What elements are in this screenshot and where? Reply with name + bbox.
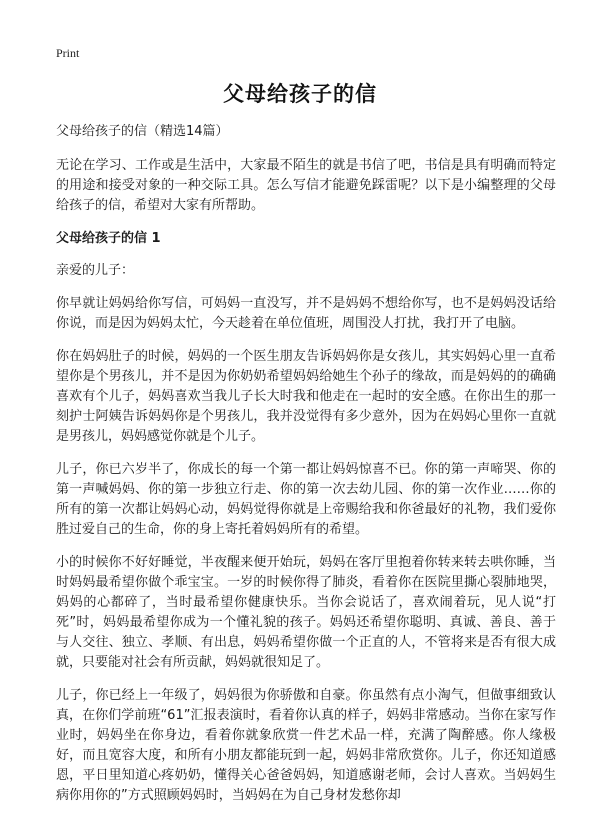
page-title: 父母给孩子的信 xyxy=(223,82,377,106)
letter-paragraph-2: 你在妈妈肚子的时候，妈妈的一个医生朋友告诉妈妈你是女孩儿，其实妈妈心里一直希望你是个男孩儿，并不是因为你奶奶希望妈妈给她生个孙子的缘故，而是妈妈的的确确喜欢有个儿子，妈妈喜欢当我儿子长大时我和他走在一起时的安全感。在你出生的那一刻护士阿姨告诉妈妈你是个男孩儿，我并没觉得有多少意外，因为在妈妈心里你一直就是男孩儿，妈妈感觉你就是个儿子。 xyxy=(56,349,556,444)
section-heading-1: 父母给孩子的信 1 xyxy=(56,231,161,246)
intro-paragraph: 无论在学习、工作或是生活中，大家最不陌生的就是书信了吧，书信是具有明确而特定的用途和接受对象的一种交际工具。怎么写信才能避免踩雷呢？以下是小编整理的父母给孩子的信，希望对大家有所帮助。 xyxy=(56,158,556,213)
print-link[interactable]: Print xyxy=(56,46,80,60)
letter-paragraph-4: 小的时候你不好好睡觉，半夜醒来便开始玩，妈妈在客厅里抱着你转来转去哄你睡，当时妈妈最希望你做个乖宝宝。一岁的时候你得了肺炎，看着你在医院里撕心裂肺地哭，妈妈的心都碎了，当时最希望你健康快乐。当你会说话了，喜欢闹着玩，见人说“打死”时，妈妈最希望你成为一个懂礼貌的孩子。妈妈还希望你聪明、真诚、善良、善于与人交往、独立、孝顺、有出息，妈妈希望你做一个正直的人，不管将来是否有很大成就，只要能对社会有所贡献，妈妈就很知足了。 xyxy=(56,555,556,670)
letter-paragraph-3: 儿子，你已六岁半了，你成长的每一个第一都让妈妈惊喜不已。你的第一声啼哭、你的第一声喊妈妈、你的第一步独立行走、你的第一次去幼儿园、你的第一次作业……你的所有的第一次都让妈妈心动，妈妈觉得你就是上帝赐给我和你爸最好的礼物，我们爱你胜过爱自己的生命，你的身上寄托着妈妈所有的希望。 xyxy=(56,462,556,537)
letter-paragraph-5: 儿子，你已经上一年级了，妈妈很为你骄傲和自豪。你虽然有点小淘气，但做事细致认真，在你们学前班“61”汇报表演时，看着你认真的样子，妈妈非常感动。当你在家写作业时，妈妈坐在你身边，看着你就象欣赏一件艺术品一样，充满了陶醉感。你人缘极好，而且宽容大度，和所有小朋友都能玩到一起，妈妈非常欣赏你。儿子，你还知道感恩，平日里知道心疼奶奶，懂得关心爸爸妈妈，知道感谢老师，会讨人喜欢。当妈妈生病你用你的”方式照顾妈妈时，当妈妈在为自己身材发愁你却 xyxy=(56,688,556,803)
letter-paragraph-1: 你早就让妈妈给你写信，可妈妈一直没写，并不是妈妈不想给你写，也不是妈妈没话给你说，而是因为妈妈太忙，今天趁着在单位值班，周围没人打扰，我打开了电脑。 xyxy=(56,296,556,331)
document-subtitle: 父母给孩子的信（精选14篇） xyxy=(56,124,229,139)
document-body xyxy=(56,122,556,819)
letter-greeting: 亲爱的儿子： xyxy=(56,263,135,278)
